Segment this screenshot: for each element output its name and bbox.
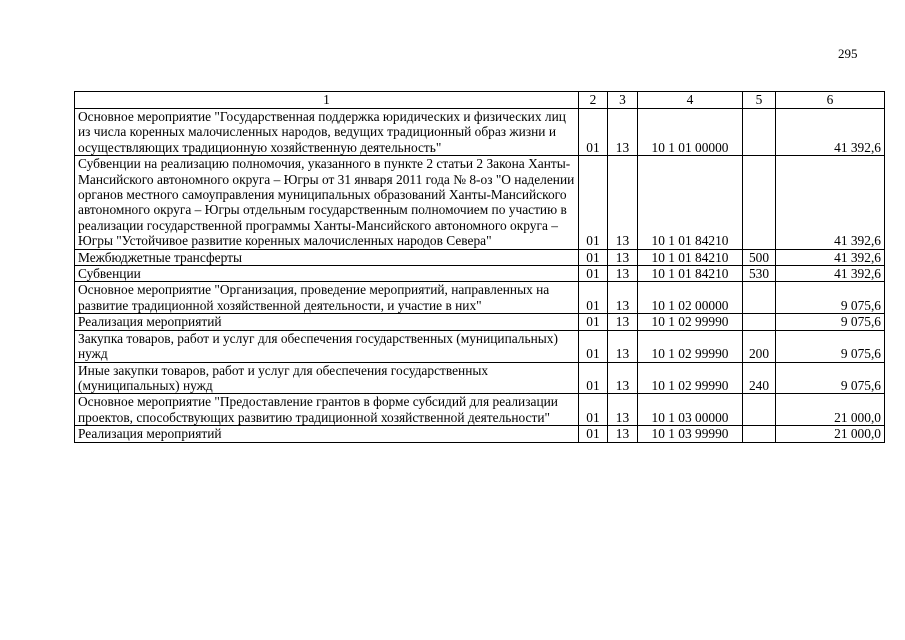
row-expense-type: 500	[743, 249, 776, 265]
table-row	[75, 282, 885, 314]
row-subsection: 13	[608, 426, 638, 442]
row-amount: 21 000,0	[776, 394, 885, 426]
row-section: 01	[579, 330, 608, 362]
header-cell-expense-type: 5	[743, 92, 776, 109]
row-target-article: 10 1 02 00000	[638, 282, 743, 314]
row-amount: 41 392,6	[776, 249, 885, 265]
row-subsection: 13	[608, 282, 638, 314]
row-target-article: 10 1 03 00000	[638, 394, 743, 426]
header-cell-amount: 6	[776, 92, 885, 109]
row-expense-type	[743, 314, 776, 330]
header-cell-subsection: 3	[608, 92, 638, 109]
row-expense-type	[743, 394, 776, 426]
row-target-article: 10 1 02 99990	[638, 362, 743, 394]
table-row	[75, 156, 885, 249]
row-target-article: 10 1 01 84210	[638, 266, 743, 282]
row-subsection: 13	[608, 156, 638, 249]
row-amount: 9 075,6	[776, 314, 885, 330]
row-name: Субвенции	[75, 266, 579, 282]
header-cell-section: 2	[579, 92, 608, 109]
row-expense-type: 240	[743, 362, 776, 394]
row-name: Основное мероприятие "Предоставление грантов в форме субсидий для реализации проектов, способствующих развитию традиционной хозяйственной деятельности"	[75, 394, 579, 426]
row-name: Закупка товаров, работ и услуг для обеспечения государственных (муниципальных) нужд	[75, 330, 579, 362]
row-name: Основное мероприятие "Организация, проведение мероприятий, направленных на развитие традиционной хозяйственной деятельности, и участие в них"	[75, 282, 579, 314]
row-target-article: 10 1 02 99990	[638, 330, 743, 362]
row-subsection: 13	[608, 330, 638, 362]
row-section: 01	[579, 109, 608, 156]
row-amount: 41 392,6	[776, 266, 885, 282]
row-amount: 21 000,0	[776, 426, 885, 442]
row-expense-type: 530	[743, 266, 776, 282]
header-row	[75, 92, 885, 109]
row-name: Реализация мероприятий	[75, 314, 579, 330]
row-target-article: 10 1 03 99990	[638, 426, 743, 442]
row-expense-type	[743, 109, 776, 156]
header-cell-name: 1	[75, 92, 579, 109]
row-name: Субвенции на реализацию полномочия, указанного в пункте 2 статьи 2 Закона Ханты-Мансийского автономного округа – Югры от 31 января 2011 года № 8-оз "О наделении органов местного самоуправления муниципальных образований Ханты-Мансийского автономного округа – Югры отдельным государственным полномочием по участию в реализации государственной программы Ханты-Мансийского автономного округа – Югры "Устойчивое развитие коренных малочисленных народов Севера"	[75, 156, 579, 249]
row-section: 01	[579, 394, 608, 426]
row-expense-type	[743, 426, 776, 442]
row-expense-type: 200	[743, 330, 776, 362]
row-target-article: 10 1 01 84210	[638, 249, 743, 265]
row-section: 01	[579, 362, 608, 394]
row-target-article: 10 1 01 00000	[638, 109, 743, 156]
row-section: 01	[579, 266, 608, 282]
budget-table	[74, 91, 885, 443]
row-name: Реализация мероприятий	[75, 426, 579, 442]
table-row	[75, 314, 885, 330]
row-name: Межбюджетные трансферты	[75, 249, 579, 265]
row-subsection: 13	[608, 394, 638, 426]
row-subsection: 13	[608, 109, 638, 156]
row-amount: 9 075,6	[776, 282, 885, 314]
row-amount: 41 392,6	[776, 109, 885, 156]
row-section: 01	[579, 249, 608, 265]
row-subsection: 13	[608, 314, 638, 330]
row-name: Иные закупки товаров, работ и услуг для обеспечения государственных (муниципальных) нужд	[75, 362, 579, 394]
row-section: 01	[579, 282, 608, 314]
row-section: 01	[579, 314, 608, 330]
table-row	[75, 394, 885, 426]
table-row	[75, 330, 885, 362]
header-cell-target-article: 4	[638, 92, 743, 109]
row-amount: 9 075,6	[776, 362, 885, 394]
row-section: 01	[579, 426, 608, 442]
row-amount: 9 075,6	[776, 330, 885, 362]
row-expense-type	[743, 156, 776, 249]
row-target-article: 10 1 02 99990	[638, 314, 743, 330]
table-row	[75, 266, 885, 282]
table-row	[75, 249, 885, 265]
row-subsection: 13	[608, 249, 638, 265]
row-subsection: 13	[608, 362, 638, 394]
row-name: Основное мероприятие "Государственная поддержка юридических и физических лиц из числа коренных малочисленных народов, ведущих традиционный образ жизни и осуществляющих традиционную хозяйственную деятельность"	[75, 109, 579, 156]
table-row	[75, 362, 885, 394]
row-target-article: 10 1 01 84210	[638, 156, 743, 249]
table-row	[75, 109, 885, 156]
page-number: 295	[838, 46, 858, 61]
row-amount: 41 392,6	[776, 156, 885, 249]
table-row	[75, 426, 885, 442]
row-expense-type	[743, 282, 776, 314]
row-section: 01	[579, 156, 608, 249]
row-subsection: 13	[608, 266, 638, 282]
